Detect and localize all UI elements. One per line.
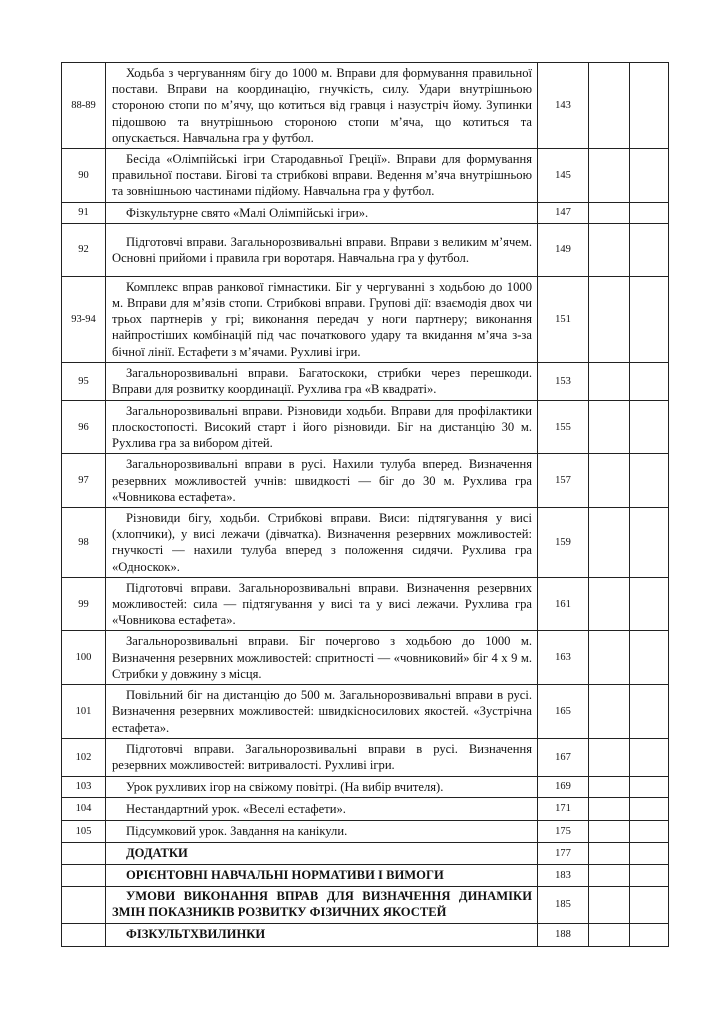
page-number: 183 <box>538 864 589 886</box>
table-row <box>62 508 669 578</box>
blank-cell <box>589 685 630 739</box>
blank-cell <box>630 886 669 923</box>
table-row <box>62 923 669 946</box>
table-row <box>62 776 669 797</box>
blank-cell <box>589 223 630 276</box>
lesson-description: Підсумковий урок. Завдання на канікули. <box>106 820 538 842</box>
lesson-description: ФІЗКУЛЬТХВИЛИНКИ <box>106 923 538 946</box>
page-number: 145 <box>538 149 589 203</box>
blank-cell <box>589 400 630 454</box>
lesson-description: Повільний біг на дистанцію до 500 м. Загальнорозвивальні вправи в русі. Визначення резервних можливостей: швидкісносилових якостей. «Зустрічна естафета». <box>106 685 538 739</box>
table-row <box>62 842 669 864</box>
blank-cell <box>589 797 630 820</box>
page-number: 149 <box>538 223 589 276</box>
lesson-number: 101 <box>62 685 106 739</box>
blank-cell <box>589 738 630 776</box>
lesson-number: 93-94 <box>62 276 106 362</box>
lesson-number: 105 <box>62 820 106 842</box>
page-number: 169 <box>538 776 589 797</box>
lesson-plan-table <box>61 62 669 947</box>
table-row <box>62 400 669 454</box>
blank-cell <box>589 886 630 923</box>
table-row <box>62 886 669 923</box>
lesson-description: Загальнорозвивальні вправи. Біг почергово з ходьбою до 1000 м. Визначення резервних можливостей: спритності — «човниковий» біг 4 х 9 м. Стрибки у довжину з місця. <box>106 631 538 685</box>
lesson-number: 98 <box>62 508 106 578</box>
table-row <box>62 685 669 739</box>
lesson-number: 104 <box>62 797 106 820</box>
table-row <box>62 864 669 886</box>
table-row <box>62 738 669 776</box>
table-row <box>62 797 669 820</box>
blank-cell <box>630 508 669 578</box>
lesson-description: Нестандартний урок. «Веселі естафети». <box>106 797 538 820</box>
blank-cell <box>630 923 669 946</box>
blank-cell <box>630 631 669 685</box>
lesson-number: 100 <box>62 631 106 685</box>
blank-cell <box>630 202 669 223</box>
table-row <box>62 63 669 149</box>
table-row <box>62 202 669 223</box>
table-row <box>62 631 669 685</box>
page-number: 165 <box>538 685 589 739</box>
blank-cell <box>630 842 669 864</box>
blank-cell <box>630 797 669 820</box>
blank-cell <box>630 820 669 842</box>
lesson-description: Загальнорозвивальні вправи. Багатоскоки, стрибки через перешкоди. Вправи для розвитку координації. Рухлива гра «В квадраті». <box>106 362 538 400</box>
blank-cell <box>630 738 669 776</box>
table-row <box>62 454 669 508</box>
lesson-number: 90 <box>62 149 106 203</box>
blank-cell <box>589 202 630 223</box>
blank-cell <box>589 864 630 886</box>
lesson-description: Підготовчі вправи. Загальнорозвивальні вправи. Вправи з великим м’ячем. Основні прийоми і правила гри воротаря. Навчальна гра у футбол. <box>106 223 538 276</box>
lesson-number: 102 <box>62 738 106 776</box>
lesson-description: Фізкультурне свято «Малі Олімпійські ігри». <box>106 202 538 223</box>
lesson-number <box>62 923 106 946</box>
lesson-number: 97 <box>62 454 106 508</box>
lesson-number: 92 <box>62 223 106 276</box>
page-number: 153 <box>538 362 589 400</box>
page-number: 161 <box>538 577 589 631</box>
lesson-number: 103 <box>62 776 106 797</box>
blank-cell <box>630 776 669 797</box>
table-row <box>62 276 669 362</box>
lesson-description: УМОВИ ВИКОНАННЯ ВПРАВ ДЛЯ ВИЗНАЧЕННЯ ДИНАМІКИ ЗМІН ПОКАЗНИКІВ РОЗВИТКУ ФІЗИЧНИХ ЯКОСТЕЙ <box>106 886 538 923</box>
blank-cell <box>589 63 630 149</box>
blank-cell <box>589 362 630 400</box>
blank-cell <box>589 149 630 203</box>
lesson-number: 96 <box>62 400 106 454</box>
blank-cell <box>630 400 669 454</box>
blank-cell <box>589 508 630 578</box>
lesson-description: ОРІЄНТОВНІ НАВЧАЛЬНІ НОРМАТИВИ І ВИМОГИ <box>106 864 538 886</box>
lesson-description: Різновиди бігу, ходьби. Стрибкові вправи. Виси: підтягування у висі (хлопчики), у висі лежачи (дівчатка). Визначення резервних можливостей: гнучкості — нахили тулуба вперед з положення сидячи. Рухлива гра «Односкок». <box>106 508 538 578</box>
lesson-number: 95 <box>62 362 106 400</box>
blank-cell <box>589 923 630 946</box>
blank-cell <box>630 63 669 149</box>
blank-cell <box>630 276 669 362</box>
blank-cell <box>589 454 630 508</box>
page-number: 167 <box>538 738 589 776</box>
lesson-number: 91 <box>62 202 106 223</box>
lesson-number: 99 <box>62 577 106 631</box>
blank-cell <box>630 864 669 886</box>
blank-cell <box>630 685 669 739</box>
page-number: 147 <box>538 202 589 223</box>
lesson-description: Комплекс вправ ранкової гімнастики. Біг у чергуванні з ходьбою до 1000 м. Вправи для м’язів стопи. Стрибкові вправи. Групові дії: взаємодія двох чи трьох партнерів у грі; виконання передач у ноги партнеру; виконання найпростіших комбінацій під час початкового удару та вкидання м’яча з-за бічної лінії. Естафети з м’ячами. Рухливі ігри. <box>106 276 538 362</box>
lesson-number <box>62 864 106 886</box>
page-number: 157 <box>538 454 589 508</box>
blank-cell <box>630 149 669 203</box>
lesson-description: Ходьба з чергуванням бігу до 1000 м. Вправи для формування правильної постави. Вправи на координацію, гнучкість, силу. Удари внутрішньою стороною стопи по м’ячу, що котиться від гравця і назустріч йому. Зупинки підошвою та внутрішньою стороною стопи м’яча, що котиться та опускається. Навчальна гра у футбол. <box>106 63 538 149</box>
lesson-description: Підготовчі вправи. Загальнорозвивальні вправи в русі. Визначення резервних можливостей: витривалості. Рухливі ігри. <box>106 738 538 776</box>
blank-cell <box>589 577 630 631</box>
lesson-description: Загальнорозвивальні вправи в русі. Нахили тулуба вперед. Визначення резервних можливостей учнів: швидкості — біг до 30 м. Рухлива гра «Човникова естафета». <box>106 454 538 508</box>
page-number: 163 <box>538 631 589 685</box>
blank-cell <box>630 577 669 631</box>
blank-cell <box>589 820 630 842</box>
blank-cell <box>630 454 669 508</box>
page-number: 143 <box>538 63 589 149</box>
page-number: 151 <box>538 276 589 362</box>
blank-cell <box>589 776 630 797</box>
page-number: 155 <box>538 400 589 454</box>
page-number: 188 <box>538 923 589 946</box>
table-row <box>62 362 669 400</box>
lesson-description: ДОДАТКИ <box>106 842 538 864</box>
lesson-description: Урок рухливих ігор на свіжому повітрі. (На вибір вчителя). <box>106 776 538 797</box>
blank-cell <box>630 223 669 276</box>
lesson-description: Бесіда «Олімпійські ігри Стародавньої Греції». Вправи для формування правильної постави. Бігові та стрибкові вправи. Ведення м’яча внутрішньою та зовнішньою частинами підйому. Навчальна гра у футбол. <box>106 149 538 203</box>
table-row <box>62 577 669 631</box>
lesson-number <box>62 842 106 864</box>
blank-cell <box>630 362 669 400</box>
lesson-description: Загальнорозвивальні вправи. Різновиди ходьби. Вправи для профілактики плоскостопості. Високий старт і його різновиди. Біг на дистанцію 30 м. Рухлива гра за вибором дітей. <box>106 400 538 454</box>
blank-cell <box>589 276 630 362</box>
lesson-description: Підготовчі вправи. Загальнорозвивальні вправи. Визначення резервних можливостей: сила — підтягування у висі та у висі лежачи. Рухлива гра «Човникова естафета». <box>106 577 538 631</box>
blank-cell <box>589 631 630 685</box>
table-row <box>62 149 669 203</box>
table-row <box>62 223 669 276</box>
page-number: 159 <box>538 508 589 578</box>
lesson-number: 88-89 <box>62 63 106 149</box>
page-number: 171 <box>538 797 589 820</box>
page-number: 185 <box>538 886 589 923</box>
page-number: 177 <box>538 842 589 864</box>
lesson-plan-body <box>62 63 669 947</box>
page-number: 175 <box>538 820 589 842</box>
table-row <box>62 820 669 842</box>
blank-cell <box>589 842 630 864</box>
lesson-number <box>62 886 106 923</box>
